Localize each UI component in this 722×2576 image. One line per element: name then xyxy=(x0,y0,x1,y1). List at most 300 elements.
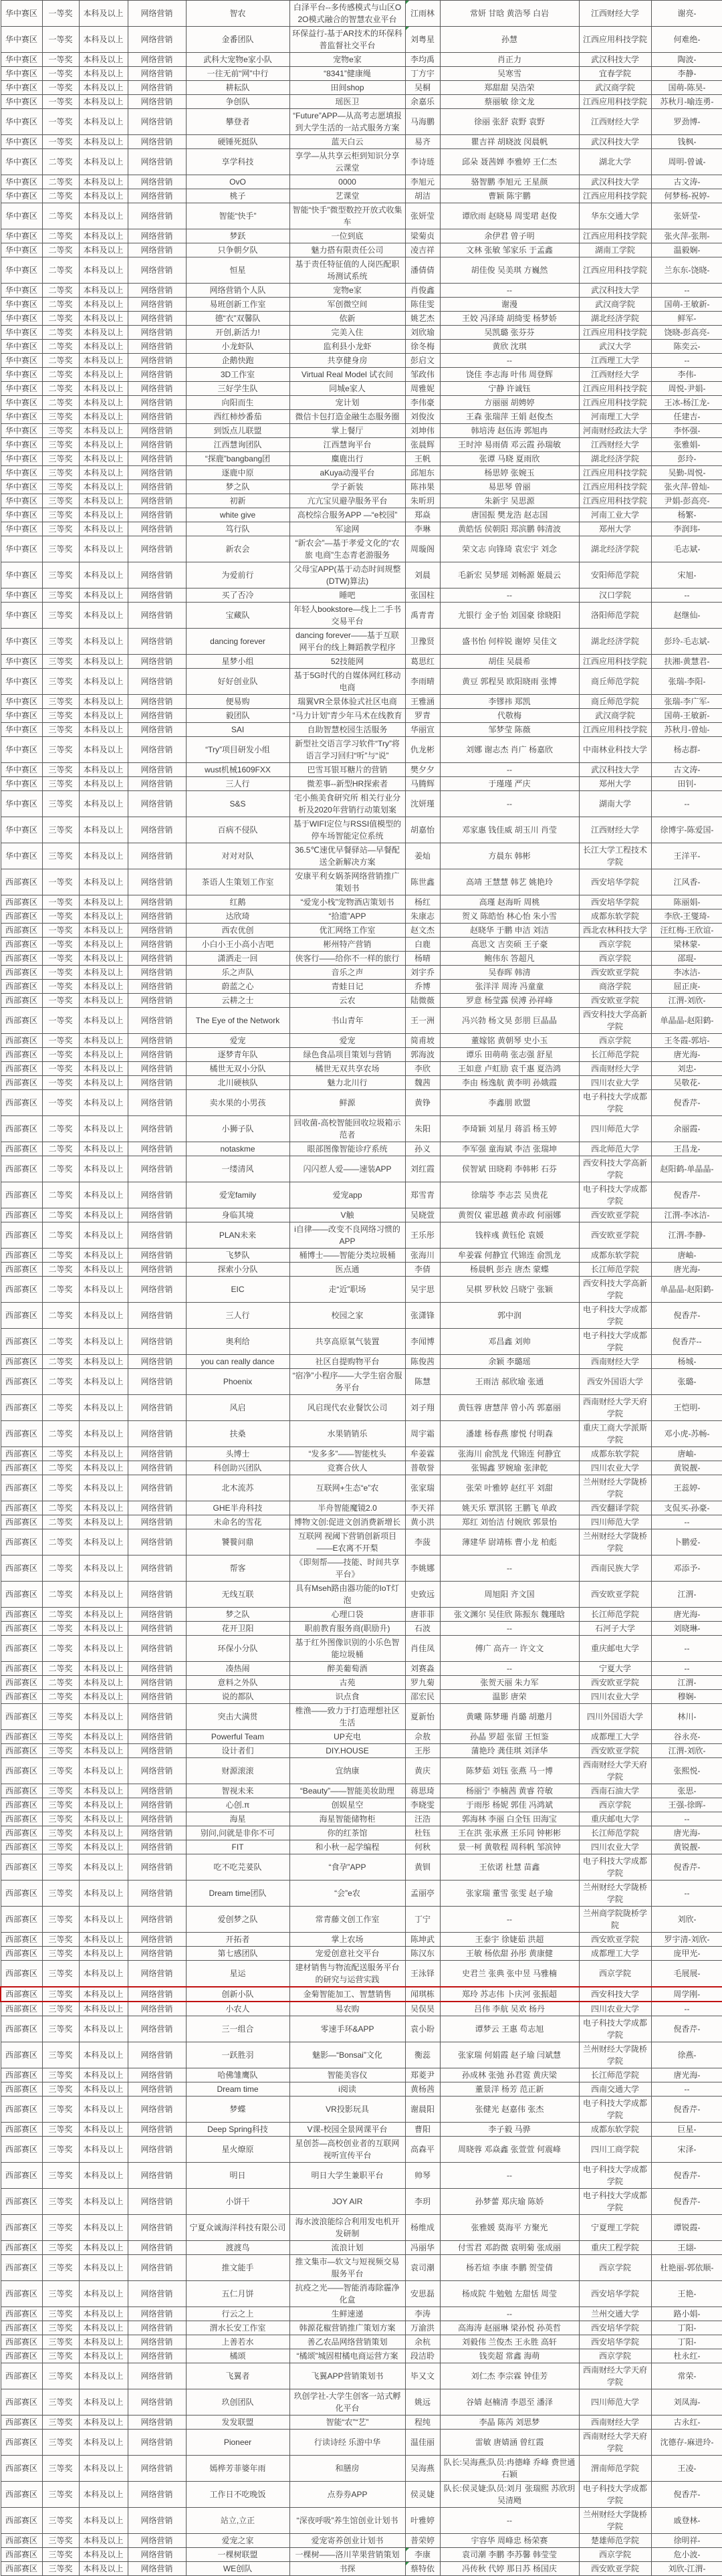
cell-category: 网络营销 xyxy=(128,1907,186,1933)
cell-leader: 陈佳雯 xyxy=(405,298,440,312)
cell-leader: 白鹿 xyxy=(405,938,440,952)
cell-award: 三等奖 xyxy=(42,1947,79,1961)
table-row xyxy=(1,466,722,480)
cell-leader: 高森平 xyxy=(405,2137,440,2163)
cell-team: 向阳而生 xyxy=(186,396,289,410)
cell-region: 华中赛区 xyxy=(1,438,42,452)
cell-school: 商丘师范学院 xyxy=(579,695,651,709)
cell-region: 华中赛区 xyxy=(1,312,42,326)
cell-advisors: 王凌- xyxy=(651,2456,722,2482)
cell-team: 企鹅快跑 xyxy=(186,354,289,368)
cell-team: 云耕之士 xyxy=(186,994,289,1008)
cell-group: 本科及以上 xyxy=(79,2123,128,2137)
cell-category: 网络营销 xyxy=(128,924,186,938)
cell-group: 本科及以上 xyxy=(79,1395,128,1421)
cell-advisors: 任建吉- xyxy=(651,410,722,424)
cell-advisors: 倪香芹-- xyxy=(651,1329,722,1355)
cell-leader: 姚远 xyxy=(405,2389,440,2416)
cell-group: 本科及以上 xyxy=(79,2097,128,2123)
cell-team: 帮客 xyxy=(186,1555,289,1582)
cell-group: 本科及以上 xyxy=(79,737,128,763)
cell-group: 本科及以上 xyxy=(79,2163,128,2189)
cell-award: 一等奖 xyxy=(42,980,79,994)
table-row xyxy=(1,2068,722,2082)
table-row xyxy=(1,2482,722,2508)
cell-award: 二等奖 xyxy=(42,1447,79,1461)
cell-leader: 王帆 xyxy=(405,452,440,466)
cell-members: 黄贺仪 霍思越 黄赤政 何丽娜 xyxy=(440,1208,579,1222)
cell-leader: 黄铮 xyxy=(405,1090,440,1116)
cell-category: 网络营销 xyxy=(128,1008,186,1034)
cell-leader: 郑焱 xyxy=(405,508,440,522)
cell-leader: 肖俊鑫 xyxy=(405,284,440,298)
cell-school: 江西应用科技学院 xyxy=(579,466,651,480)
cell-leader: 程纯 xyxy=(405,2416,440,2430)
cell-group: 本科及以上 xyxy=(79,2548,128,2562)
cell-members: 杨晨帆 彭垚 唐杰 蒙蝶 xyxy=(440,1263,579,1277)
cell-project: 宅小熊美食研究所 相关行业分析及2020年营销行动策划案 xyxy=(289,791,405,817)
cell-school: 西安欧亚学院 xyxy=(579,2562,651,2576)
cell-group: 本科及以上 xyxy=(79,508,128,522)
cell-advisors: 卜鹏爱- xyxy=(651,1529,722,1555)
table-row xyxy=(1,1690,722,1704)
cell-group: 本科及以上 xyxy=(79,1369,128,1395)
cell-category: 网络营销 xyxy=(128,1501,186,1515)
table-row xyxy=(1,1947,722,1961)
cell-award: 三等奖 xyxy=(42,1744,79,1758)
cell-project: 军途网 xyxy=(289,522,405,536)
cell-project: 流浪计划 xyxy=(289,2241,405,2255)
cell-team: 德“衣”双馨队 xyxy=(186,312,289,326)
cell-category: 网络营销 xyxy=(128,1303,186,1329)
table-row xyxy=(1,1907,722,1933)
cell-award: 三等奖 xyxy=(42,2068,79,2082)
cell-group: 本科及以上 xyxy=(79,2241,128,2255)
cell-region: 西部赛区 xyxy=(1,1249,42,1263)
table-row xyxy=(1,2335,722,2349)
cell-project: 绿色食品项目策划与营销 xyxy=(289,1048,405,1062)
cell-leader: 孟丽亭 xyxy=(405,1881,440,1907)
cell-team: 身临其境 xyxy=(186,1208,289,1222)
cell-advisors: 王翃- xyxy=(651,2241,722,2255)
cell-group: 本科及以上 xyxy=(79,2042,128,2068)
cell-advisors: 唐光海- xyxy=(651,1608,722,1622)
cell-leader: 朱康志 xyxy=(405,909,440,924)
cell-leader: 石波 xyxy=(405,1622,440,1636)
cell-members: 徐瑞苓 李志芸 吴贵花 xyxy=(440,1182,579,1208)
table-row xyxy=(1,1881,722,1907)
cell-school: 西南民族大学 xyxy=(579,1555,651,1582)
cell-school: 湖南大学 xyxy=(579,791,651,817)
cell-members: 李子毅 马骅 xyxy=(440,2123,579,2137)
cell-region: 西部赛区 xyxy=(1,2123,42,2137)
cell-leader: 赵文杰 xyxy=(405,924,440,938)
cell-category: 网络营销 xyxy=(128,53,186,67)
cell-school: 武汉科技大学 xyxy=(579,53,651,67)
cell-leader: 黄小洪 xyxy=(405,1515,440,1529)
cell-project: 闪闪惹人爱——速装APP xyxy=(289,1156,405,1182)
cell-group: 本科及以上 xyxy=(79,588,128,603)
cell-project: 博物文创:促进文创消费新增长 xyxy=(289,1515,405,1529)
cell-category: 网络营销 xyxy=(128,777,186,791)
cell-group: 本科及以上 xyxy=(79,1034,128,1048)
cell-region: 西部赛区 xyxy=(1,2281,42,2307)
cell-project: 高校综合服务APP —“e校园” xyxy=(289,508,405,522)
cell-region: 华中赛区 xyxy=(1,494,42,508)
cell-school: 渭南师范学院 xyxy=(579,2456,651,2482)
cell-group: 本科及以上 xyxy=(79,536,128,562)
cell-region: 西部赛区 xyxy=(1,994,42,1008)
cell-school: 兰州财经大学陇桥学院 xyxy=(579,1881,651,1907)
cell-team: 嫣桦芳菲婆年雨 xyxy=(186,2456,289,2482)
cell-region: 西部赛区 xyxy=(1,1515,42,1529)
cell-team: 财源滚滚 xyxy=(186,1758,289,1784)
cell-school: 西南财经大学天府学院 xyxy=(579,1758,651,1784)
cell-project: 智能美容仪 xyxy=(289,2068,405,2082)
cell-project: “食孕”APP xyxy=(289,1854,405,1881)
cell-leader: 普荣婷 xyxy=(405,2534,440,2548)
cell-members: 文林 张敏 邹家乐 于孟鑫 xyxy=(440,243,579,257)
cell-project: 宠计划 xyxy=(289,396,405,410)
cell-leader: 简甫坡 xyxy=(405,1034,440,1048)
cell-team: 桃子 xyxy=(186,189,289,203)
cell-project: 监利县小龙虾 xyxy=(289,340,405,354)
cell-team: 五仁月饼 xyxy=(186,2281,289,2307)
cell-project: 医点通 xyxy=(289,1263,405,1277)
cell-award: 二等奖 xyxy=(42,354,79,368)
cell-category: 网络营销 xyxy=(128,1784,186,1798)
cell-members: 史君兰 张典 张中昱 马雅楠 xyxy=(440,1961,579,1988)
cell-group: 本科及以上 xyxy=(79,1303,128,1329)
cell-project: 校园之家 xyxy=(289,1303,405,1329)
cell-group: 本科及以上 xyxy=(79,340,128,354)
cell-category: 网络营销 xyxy=(128,1142,186,1156)
cell-advisors: 邵琨- xyxy=(651,952,722,966)
cell-school: 西安欧亚学院 xyxy=(579,966,651,980)
cell-advisors: 王恺明- xyxy=(651,1395,722,1421)
cell-school: 西安欧亚学院 xyxy=(579,1744,651,1758)
cell-project: 宜纳康 xyxy=(289,1758,405,1784)
cell-team: 毅团队 xyxy=(186,709,289,723)
cell-members: 牟姜霖 何静宜 代锦连 俞凯龙 xyxy=(440,1249,579,1263)
cell-award: 一等奖 xyxy=(42,869,79,895)
cell-leader: 罗青 xyxy=(405,709,440,723)
cell-region: 华中赛区 xyxy=(1,737,42,763)
cell-school: 湖南工学院 xyxy=(579,243,651,257)
cell-project: 行读诗经 乐游中华 xyxy=(289,2430,405,2456)
cell-project: 依新 xyxy=(289,312,405,326)
cell-school: 西安欧亚学院 xyxy=(579,1208,651,1222)
cell-award: 二等奖 xyxy=(42,1461,79,1475)
cell-group: 本科及以上 xyxy=(79,109,128,135)
cell-group: 本科及以上 xyxy=(79,1704,128,1730)
cell-project: 竞赛合伙人 xyxy=(289,1461,405,1475)
cell-advisors: 鲜军- xyxy=(651,312,722,326)
cell-group: 本科及以上 xyxy=(79,1582,128,1608)
cell-team: 三人行 xyxy=(186,1303,289,1329)
cell-category: 网络营销 xyxy=(128,869,186,895)
cell-members: 张家瑞 何娟霞 赵子瑜 闫斌慧 xyxy=(440,2042,579,2068)
cell-members: 袁司潮 李鹏 李苏馨 韩莹莹 xyxy=(440,2548,579,2562)
cell-project: 回收菌-高校智能回收垃圾箱示范者 xyxy=(289,1116,405,1142)
cell-group: 本科及以上 xyxy=(79,869,128,895)
cell-project: 书山青年 xyxy=(289,1008,405,1034)
cell-team: Phoenix xyxy=(186,1369,289,1395)
cell-advisors: 倪香芹- xyxy=(651,2163,722,2189)
cell-region: 西部赛区 xyxy=(1,2430,42,2456)
cell-members: 吕伟 李航 吴欢 杨丹 xyxy=(440,2002,579,2016)
cell-category: 网络营销 xyxy=(128,203,186,229)
cell-team: “Try”项目研发小组 xyxy=(186,737,289,763)
cell-team: 无线互联 xyxy=(186,1582,289,1608)
cell-team: 扶桑 xyxy=(186,1421,289,1447)
cell-advisors: 吴敬花- xyxy=(651,1076,722,1090)
cell-region: 西部赛区 xyxy=(1,1636,42,1662)
cell-members: 高靖 王慧慧 韩艺 姚艳玲 xyxy=(440,869,579,895)
table-row xyxy=(1,135,722,149)
cell-region: 华中赛区 xyxy=(1,562,42,588)
cell-project: 海水波浪能综合利用发电机开发研制 xyxy=(289,2215,405,2241)
cell-members: 孙成林 张弛 孙君霓 黄庆梁 xyxy=(440,2068,579,2082)
table-row xyxy=(1,2255,722,2281)
cell-team: 星火燎原 xyxy=(186,2137,289,2163)
cell-school: 成都东软学院 xyxy=(579,2123,651,2137)
cell-award: 二等奖 xyxy=(42,1676,79,1690)
table-row xyxy=(1,1704,722,1730)
cell-advisors: 毛志斌- xyxy=(651,536,722,562)
cell-school: 西安翻译学院 xyxy=(579,1501,651,1515)
cell-award: 三等奖 xyxy=(42,843,79,869)
cell-leader: 仇龙彬 xyxy=(405,737,440,763)
cell-award: 二等奖 xyxy=(42,1622,79,1636)
cell-group: 本科及以上 xyxy=(79,723,128,737)
cell-category: 网络营销 xyxy=(128,1529,186,1555)
cell-advisors: 陈奕云- xyxy=(651,340,722,354)
cell-team: 逐鹿中原 xyxy=(186,466,289,480)
cell-team: EIC xyxy=(186,1277,289,1303)
cell-project: 微信卡包打造金融生态服务圈 xyxy=(289,410,405,424)
cell-award: 二等奖 xyxy=(42,1156,79,1182)
cell-award: 三等奖 xyxy=(42,1854,79,1881)
table-row xyxy=(1,994,722,1008)
table-row xyxy=(1,109,722,135)
table-row xyxy=(1,763,722,777)
cell-award: 二等奖 xyxy=(42,382,79,396)
cell-advisors: 唐岫- xyxy=(651,1447,722,1461)
cell-region: 华中赛区 xyxy=(1,452,42,466)
cell-category: 网络营销 xyxy=(128,326,186,340)
cell-award: 三等奖 xyxy=(42,763,79,777)
cell-advisors: 王艳- xyxy=(651,2281,722,2307)
cell-advisors: 倪香芹- xyxy=(651,1303,722,1329)
cell-advisors: 汪红梅-王欣谊- xyxy=(651,924,722,938)
cell-members: 张文渊尔 吴佳欣 陈振东 魏瑾晗 xyxy=(440,1608,579,1622)
cell-team: 站立,立正 xyxy=(186,2508,289,2534)
cell-school: 武汉商学院 xyxy=(579,709,651,723)
cell-school: 江西应用科技学院 xyxy=(579,480,651,494)
cell-project: 学子新装 xyxy=(289,480,405,494)
cell-school: 武汉商学院 xyxy=(579,81,651,95)
cell-group: 本科及以上 xyxy=(79,203,128,229)
cell-group: 本科及以上 xyxy=(79,1987,128,2002)
cell-members: -- xyxy=(440,1907,579,1933)
cell-leader: 邹政伟 xyxy=(405,368,440,382)
cell-advisors: -- xyxy=(651,1812,722,1826)
cell-group: 本科及以上 xyxy=(79,189,128,203)
cell-advisors: 李欣-王燮琦- xyxy=(651,909,722,924)
table-row xyxy=(1,149,722,175)
cell-members: 饶佳 李志海 叶伟 周登辉 xyxy=(440,368,579,382)
cell-advisors: 徐燕- xyxy=(651,2042,722,2068)
cell-project: 明日大学生兼职平台 xyxy=(289,2163,405,2189)
cell-members: 贺义 陈皓怡 林心怡 朱小雪 xyxy=(440,909,579,924)
cell-award: 二等奖 xyxy=(42,396,79,410)
cell-group: 本科及以上 xyxy=(79,2307,128,2321)
cell-region: 华中赛区 xyxy=(1,175,42,189)
table-row xyxy=(1,1116,722,1142)
cell-leader: 李伟豪 xyxy=(405,396,440,410)
cell-project: 智能“快手”微型数控开放式收集车 xyxy=(289,203,405,229)
cell-award: 三等奖 xyxy=(42,2416,79,2430)
cell-region: 西部赛区 xyxy=(1,1222,42,1249)
table-row xyxy=(1,1,722,27)
table-row xyxy=(1,1622,722,1636)
cell-region: 华中赛区 xyxy=(1,480,42,494)
cell-advisors: 王洋平- xyxy=(651,843,722,869)
cell-project: 基于红外图像识别的小乐色智能垃圾桶 xyxy=(289,1636,405,1662)
cell-award: 三等奖 xyxy=(42,1987,79,2002)
table-row xyxy=(1,203,722,229)
cell-members: 李晶 陈芮 刘思梦 xyxy=(440,2416,579,2430)
table-row xyxy=(1,952,722,966)
cell-region: 西部赛区 xyxy=(1,1182,42,1208)
cell-members: 谭梦云 王惠 苟志旭 xyxy=(440,2016,579,2042)
cell-award: 三等奖 xyxy=(42,1881,79,1907)
cell-group: 本科及以上 xyxy=(79,1690,128,1704)
cell-advisors: 倪香芹- xyxy=(651,2482,722,2508)
cell-school: 重庆邮电大学 xyxy=(579,1636,651,1662)
cell-members: -- xyxy=(440,1662,579,1676)
cell-group: 本科及以上 xyxy=(79,149,128,175)
cell-leader: 陈坤武 xyxy=(405,1933,440,1947)
cell-group: 本科及以上 xyxy=(79,1730,128,1744)
cell-group: 本科及以上 xyxy=(79,2335,128,2349)
cell-team: 一往无前“网”中行 xyxy=(186,67,289,81)
table-row xyxy=(1,1933,722,1947)
table-row xyxy=(1,938,722,952)
cell-region: 华中赛区 xyxy=(1,53,42,67)
cell-team: 一缕清风 xyxy=(186,1156,289,1182)
cell-advisors: 周学刚- xyxy=(651,1987,722,2002)
cell-members: 李琦颖 刘星月 蒋滔 杨玉婷 xyxy=(440,1116,579,1142)
cell-school: 石河子大学 xyxy=(579,1622,651,1636)
cell-members: 冯兴勃 杨文昊 彭朋 巨晶晶 xyxy=(440,1008,579,1034)
cell-advisors: 苏秋月-曾灿- xyxy=(651,723,722,737)
cell-region: 西部赛区 xyxy=(1,1263,42,1277)
cell-award: 一等奖 xyxy=(42,966,79,980)
cell-group: 本科及以上 xyxy=(79,1421,128,1447)
cell-region: 华中赛区 xyxy=(1,695,42,709)
cell-region: 华中赛区 xyxy=(1,203,42,229)
cell-award: 二等奖 xyxy=(42,1529,79,1555)
cell-group: 本科及以上 xyxy=(79,994,128,1008)
cell-leader: 魏茜 xyxy=(405,1076,440,1090)
cell-team: S&S xyxy=(186,791,289,817)
cell-project: DIY.HOUSE xyxy=(289,1744,405,1758)
cell-group: 本科及以上 xyxy=(79,817,128,843)
table-row xyxy=(1,1303,722,1329)
cell-team: GHE半舟科技 xyxy=(186,1501,289,1515)
cell-leader: 王一洲 xyxy=(405,1008,440,1034)
cell-region: 西部赛区 xyxy=(1,1369,42,1395)
cell-team: 花开卫阳 xyxy=(186,1622,289,1636)
cell-region: 华中赛区 xyxy=(1,109,42,135)
cell-leader: 刘子翔 xyxy=(405,1395,440,1421)
table-row xyxy=(1,2189,722,2215)
cell-members: 代敬梅 xyxy=(440,709,579,723)
cell-category: 网络营销 xyxy=(128,354,186,368)
cell-leader: 陈祎果 xyxy=(405,480,440,494)
cell-school: 电子科技大学成都学院 xyxy=(579,1303,651,1329)
cell-members: 王依诺 杜慧 苗鑫 xyxy=(440,1854,579,1881)
cell-group: 本科及以上 xyxy=(79,2255,128,2281)
cell-school: 宜春学院 xyxy=(579,67,651,81)
cell-award: 二等奖 xyxy=(42,1515,79,1529)
cell-team: 爱宠family xyxy=(186,1182,289,1208)
cell-school: 西南财经大学 xyxy=(579,1062,651,1076)
cell-region: 西部赛区 xyxy=(1,1008,42,1034)
cell-team: 梦蝶 xyxy=(186,2097,289,2123)
table-row xyxy=(1,2534,722,2548)
cell-category: 网络营销 xyxy=(128,1156,186,1182)
cell-group: 本科及以上 xyxy=(79,2215,128,2241)
cell-school: 湖北经济学院 xyxy=(579,536,651,562)
cell-advisors: 张瑞-李阳- xyxy=(651,669,722,695)
cell-members: 李军强 童海斌 李洁 张瑞坤 xyxy=(440,1142,579,1156)
cell-project: 零速手环&APP xyxy=(289,2016,405,2042)
cell-project: 共享健身房 xyxy=(289,354,405,368)
cell-project: 鲜源 xyxy=(289,1090,405,1116)
cell-group: 本科及以上 xyxy=(79,1008,128,1034)
cell-school: 江西应用科技学院 xyxy=(579,189,651,203)
cell-award: 一等奖 xyxy=(42,67,79,81)
cell-group: 本科及以上 xyxy=(79,1947,128,1961)
cell-team: dancing forever xyxy=(186,629,289,655)
cell-leader: 余嘉乐 xyxy=(405,95,440,109)
cell-leader: 刘俊汝 xyxy=(405,410,440,424)
cell-award: 三等奖 xyxy=(42,2123,79,2137)
cell-group: 本科及以上 xyxy=(79,843,128,869)
cell-leader-flagged: 李康 xyxy=(405,2548,440,2562)
cell-leader: 李雨晴 xyxy=(405,669,440,695)
cell-category: 网络营销 xyxy=(128,2215,186,2241)
cell-region: 西部赛区 xyxy=(1,1907,42,1933)
cell-project: 侠客行——给你不一样的旅行 xyxy=(289,952,405,966)
cell-group: 本科及以上 xyxy=(79,2281,128,2307)
cell-category: 网络营销 xyxy=(128,2255,186,2281)
cell-members: 吴寒雪 xyxy=(440,67,579,81)
cell-project: 彬州特产营销 xyxy=(289,938,405,952)
cell-group: 本科及以上 xyxy=(79,1529,128,1555)
cell-advisors: 陈丽娟- xyxy=(651,895,722,909)
cell-team: 橘世无双小分队 xyxy=(186,1062,289,1076)
cell-school: 西安欧亚学院 xyxy=(579,1582,651,1608)
cell-team: 三好学生队 xyxy=(186,382,289,396)
cell-award: 一等奖 xyxy=(42,1076,79,1090)
cell-award: 三等奖 xyxy=(42,1961,79,1988)
cell-project: 玖创学社-大学生创客一站式孵化平台 xyxy=(289,2389,405,2416)
table-row xyxy=(1,340,722,354)
